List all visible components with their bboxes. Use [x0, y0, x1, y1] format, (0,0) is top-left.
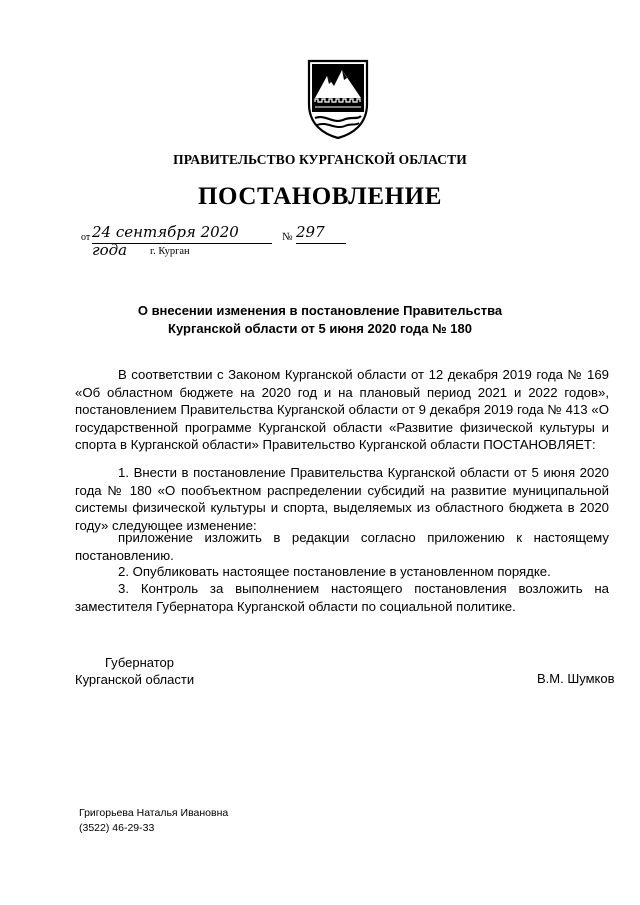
number-sign: №: [282, 231, 293, 243]
handwritten-date: 24 сентября 2020 года: [92, 223, 272, 244]
document-title: [100, 302, 540, 338]
signatory-name: В.М. Шумков: [537, 671, 615, 686]
document-type-heading: ПОСТАНОВЛЕНИЕ: [197, 183, 443, 210]
document-title-line2: Курганской области от 5 июня 2020 года № 180: [168, 321, 472, 336]
government-name: ПРАВИТЕЛЬСТВО КУРГАНСКОЙ ОБЛАСТИ: [173, 152, 467, 167]
executor-name: Григорьева Наталья Ивановна: [79, 807, 229, 819]
signatory-position-line2: Курганской области: [75, 672, 195, 687]
handwritten-number: 297: [296, 223, 346, 244]
item-3-paragraph: 3. Контроль за выполнением настоящего постановления возложить на заместителя Губернатора Курганской области по социальной политике.: [75, 581, 609, 614]
date-prefix: от: [81, 232, 91, 243]
executor-phone: (3522) 46-29-33: [79, 822, 155, 834]
item-1-sub-paragraph: приложение изложить в редакции согласно приложению к настоящему постановлению.: [75, 530, 609, 563]
signatory-position-line1: Губернатор: [105, 655, 174, 670]
coat-of-arms-emblem: [305, 58, 371, 140]
city-label: г. Курган: [150, 246, 190, 257]
item-2-paragraph: 2. Опубликовать настоящее постановление в установленном порядке.: [118, 564, 551, 579]
item-1-paragraph: 1. Внести в постановление Правительства Курганской области от 5 июня 2020 года № 180 «О пообъектном распределении субсидий на развитие муниципальной системы физической культуры и спорта, выделяемых из областного бюджета в 2020 году» следующее изменение:: [75, 465, 609, 533]
document-title-line1: О внесении изменения в постановление Правительства: [137, 303, 503, 318]
preamble-paragraph: В соответствии с Законом Курганской области от 12 декабря 2019 года № 169 «Об областном бюджете на 2020 год и на плановый период 2021 и 2022 годов», постановлением Правительства Курганской области от 9 декабря 2019 года № 413 «О государственной программе Курганской области «Развитие физической культуры и спорта в Курганской области» Правительство Курганской области ПОСТАНОВЛЯЕТ:: [75, 367, 609, 452]
